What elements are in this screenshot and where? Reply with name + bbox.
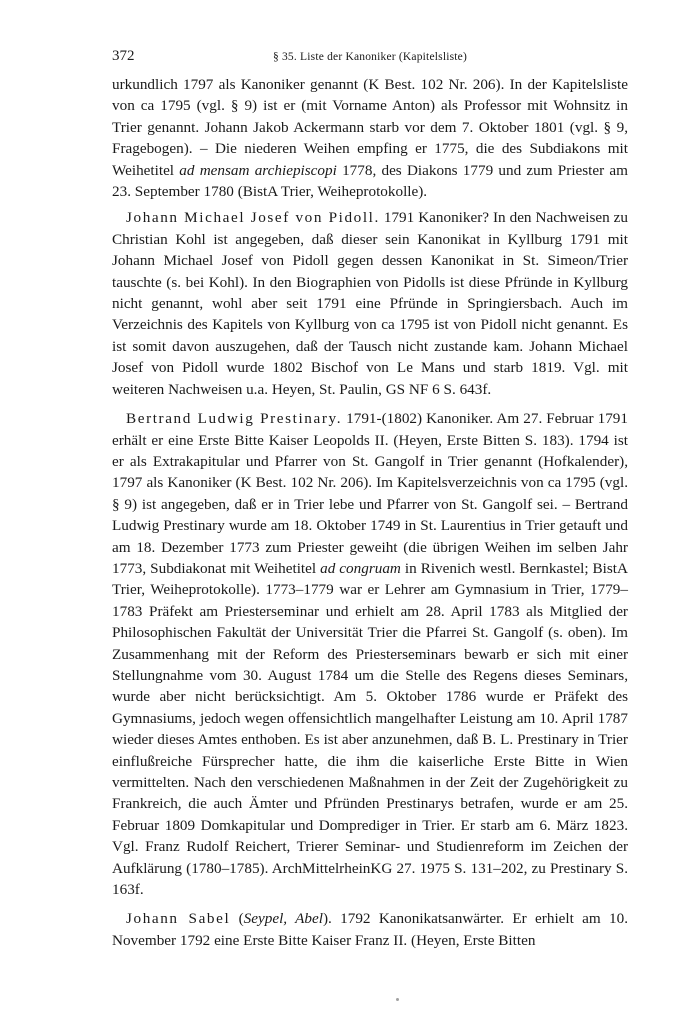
italic-term: Seypel, Abel xyxy=(243,910,323,928)
scan-speck xyxy=(396,998,399,1001)
italic-term: ad congruam xyxy=(320,559,401,577)
paragraph-text: ( xyxy=(230,910,244,928)
paragraph-sabel xyxy=(112,908,628,951)
person-name: Johann Sabel xyxy=(126,910,231,928)
paragraph-ackermann-continued xyxy=(112,74,628,202)
paragraph-text: 1791-(1802) Kanoniker. Am 27. Februar 1791 erhält er eine Erste Bitte Kaiser Leopolds II. (Heyen, Erste Bitten S. 183). 1794 ist er als Extrakapitular und Pfarrer von St. Gangolf in Trier genannt (Hofkalender), 1797 als Kanoniker (K Best. 102 Nr. 206). Im Kapitelsverzeichnis von ca 1795 (vgl. § 9) ist angegeben, daß er in Trier lebe und Pfarrer von St. Gangolf sei. – Bertrand Ludwig Prestinary wurde am 18. Oktober 1749 in St. Laurentius in Trier getauft und am 18. Dezember 1773 zum Priester geweiht (die übrigen Weihen im selben Jahr 1773, Subdiakonat mit Weihetitel xyxy=(112,410,628,577)
paragraph-text: 1778, des Diakons 1779 und zum Priester am 23. September 1780 (BistA Trier, Weiheprotokolle). xyxy=(112,161,628,201)
book-page xyxy=(112,48,628,951)
italic-term: ad mensam archiepiscopi xyxy=(179,161,337,179)
page-header xyxy=(112,48,628,74)
paragraph-text: in Rivenich westl. Bernkastel; BistA Trier, Weiheprotokolle). 1773–1779 war er Lehrer am Gymnasium in Trier, 1779–1783 Präfekt am Priesterseminar und erhielt am 28. April 1783 als Mitglied der Philosophischen Fakultät der Universität Trier die Pfarrei St. Gangolf (s. oben). Im Zusammenhang mit der Reform des Priesterseminars bewarb er sich mit einer Stellungnahme vom 30. August 1784 um die Stelle des Regens dieses Seminars, wurde aber nicht berücksichtigt. Am 5. Oktober 1786 wurde er Präfekt des Gymnasiums, jedoch wegen offensichtlich mangelhafter Leistung am 10. April 1787 wieder dieses Amtes enthoben. Es ist aber anzunehmen, daß B. L. Prestinary in Trier einflußreiche Fürsprecher hatte, die ihm die kaiserliche Erste Bitte in Wien vermittelten. Nach den verschiedenen Maßnahmen in der Zeit der Zugehörigkeit zu Frankreich, die auch Ämter und Pfründen Prestinarys betrafen, wurde er am 25. Februar 1809 Domkapitular und Domprediger in Trier. Er starb am 6. März 1823. Vgl. Franz Rudolf Reichert, Trierer Seminar- und Studienreform im Zeichen der Aufklärung (1780–1785). ArchMittelrheinKG 27. 1975 S. 131–202, zu Prestinary S. 163f. xyxy=(112,559,628,899)
running-head: § 35. Liste der Kanoniker (Kapitelsliste) xyxy=(272,51,468,63)
paragraph-text: ). 1792 Kanonikatsanwärter. Er erhielt am 10. November 1792 eine Erste Bitte Kaiser Franz II. (Heyen, Erste Bitten xyxy=(112,910,629,949)
person-name: Johann Michael Josef von Pidoll. xyxy=(126,209,380,227)
note-pidoll xyxy=(112,207,628,400)
person-name: Bertrand Ludwig Prestinary. xyxy=(126,410,343,428)
note-text: 1791 Kanoniker? In den Nachweisen zu Christian Kohl ist angegeben, daß dieser sein Kanonikat in Kyllburg 1791 mit Johann Michael Josef von Pidoll gegen dessen Kanonikat in St. Simeon/Trier tauschte (s. bei Kohl). In den Biographien von Pidolls ist diese Pfründe in Kyllburg nicht genannt, wohl aber seit 1791 eine Pfründe in Springiersbach. Auch im Verzeichnis des Kapitels von Kyllburg von ca 1795 ist von Pidoll nicht genannt. Es ist somit davon auszugehen, daß der Tausch nicht zustande kam. Johann Michael Josef von Pidoll wurde 1802 Bischof von Le Mans und starb 1819. Vgl. mit weiteren Nachweisen u.a. Heyen, St. Paulin, GS NF 6 S. 643f. xyxy=(112,209,628,398)
paragraph-prestinary xyxy=(112,408,628,900)
page-number: 372 xyxy=(112,48,135,64)
body-text xyxy=(112,74,628,951)
paragraph-text: urkundlich 1797 als Kanoniker genannt (K Best. 102 Nr. 206). In der Kapitelsliste von ca 1795 (vgl. § 9) ist er (mit Vorname Anton) als Professor mit Wohnsitz in Trier genannt. Johann Jakob Ackermann starb vor dem 7. Oktober 1801 (vgl. § 9, Fragebogen). – Die niederen Weihen empfing er 1775, die des Subdiakons mit Weihetitel xyxy=(112,76,628,179)
